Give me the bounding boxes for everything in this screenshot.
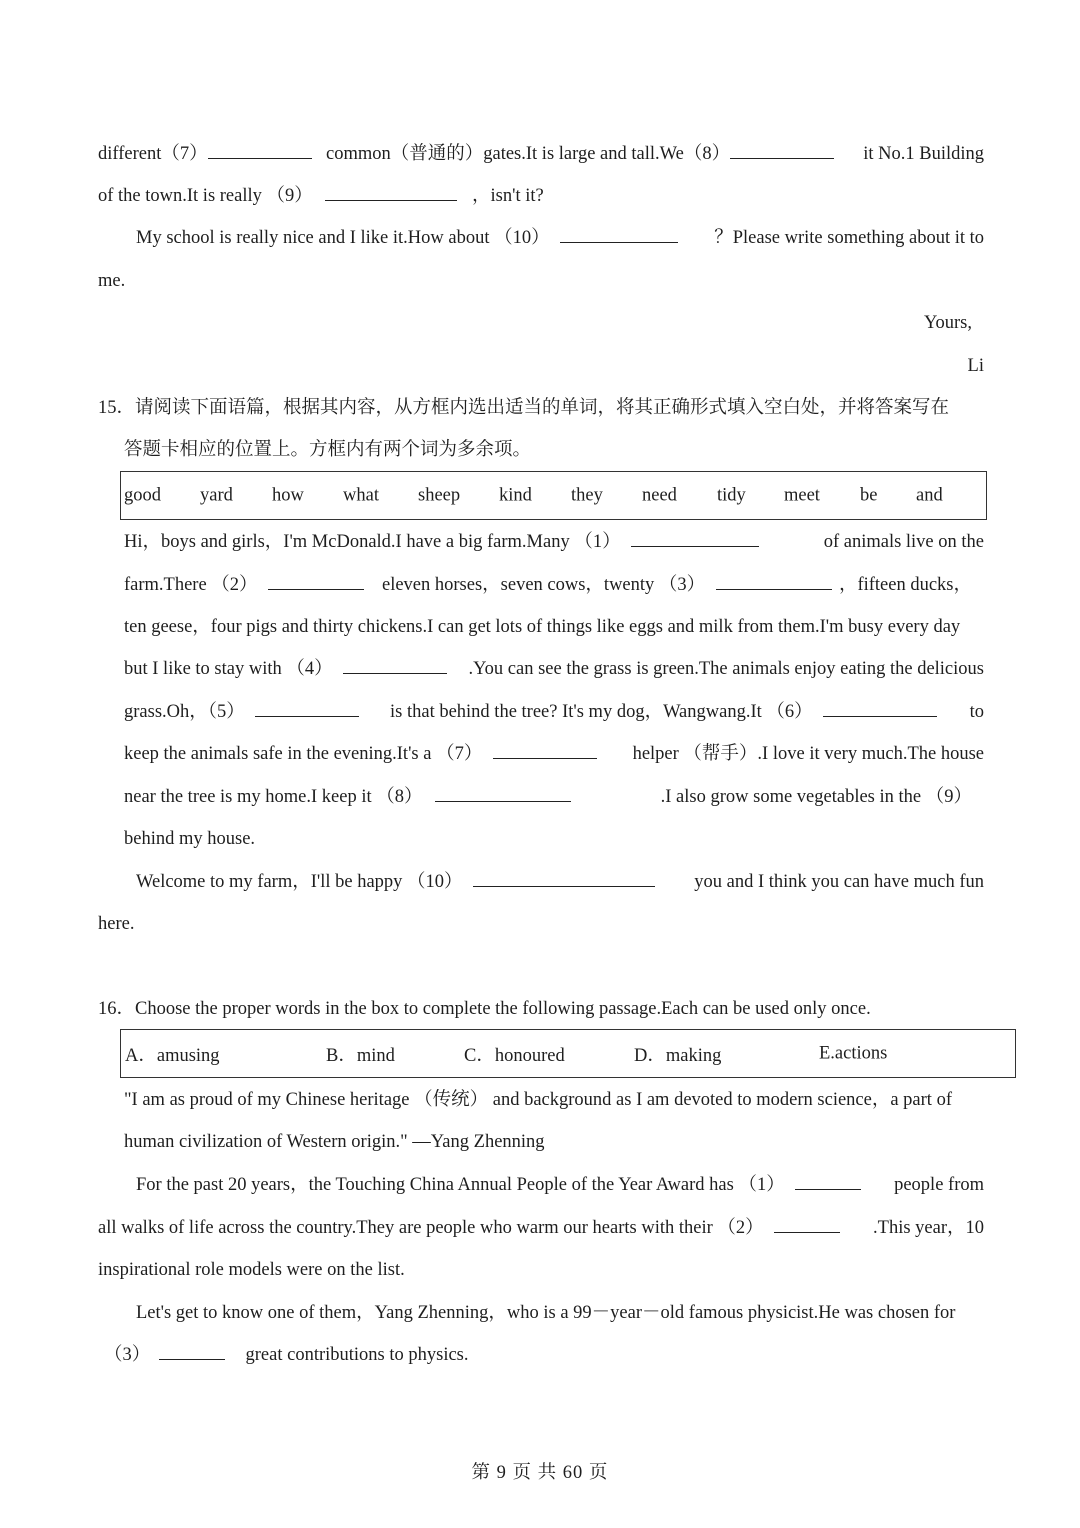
text: grass.Oh，（5） — [124, 702, 245, 722]
box-word: and — [916, 485, 943, 505]
text: ，fifteen ducks， — [838, 575, 972, 595]
blank-1[interactable] — [631, 530, 759, 547]
letter-line-1b — [326, 142, 834, 166]
blank-5[interactable] — [255, 700, 359, 717]
q15-line-2b — [382, 573, 832, 597]
text: all walks of life across the country.They are people who warm our hearts with their （2） — [98, 1218, 764, 1238]
q15-line-9 — [136, 870, 655, 894]
text: near the tree is my home.I keep it （8） — [124, 787, 423, 807]
blank-7b[interactable] — [493, 742, 597, 759]
blank-2[interactable] — [268, 573, 364, 590]
q16-line-5 — [104, 1343, 469, 1367]
quote-line-1: "I am as proud of my Chinese heritage （传统） and background as I am devoted to modern science，a part of — [124, 1090, 952, 1110]
text: but I like to stay with （4） — [124, 659, 333, 679]
text: behind my house. — [124, 829, 256, 849]
text: different（7） — [98, 144, 208, 164]
q15-line-7 — [124, 785, 571, 809]
box-word: what — [343, 485, 379, 505]
box-word: they — [571, 485, 603, 505]
blank-10[interactable] — [560, 226, 678, 243]
text: .I also grow some vegetables in the （9） — [660, 787, 972, 807]
q16-line-1 — [136, 1173, 861, 1197]
text: eleven horses，seven cows，twenty （3） — [382, 575, 706, 595]
q16-word-box — [120, 1029, 1016, 1078]
blank-1[interactable] — [795, 1173, 861, 1190]
text: you and I think you can have much fun — [694, 872, 984, 892]
box-word: need — [642, 485, 677, 505]
option-d: D．making — [634, 1045, 722, 1066]
q16-line-2 — [98, 1216, 840, 1240]
text: ，isn't it? — [472, 186, 544, 206]
option-c: C．honoured — [464, 1045, 565, 1066]
text: of animals live on the — [823, 532, 984, 552]
text: it No.1 Building — [863, 144, 984, 164]
box-word: meet — [784, 485, 820, 505]
q15-line-6 — [124, 742, 597, 766]
text: Let's get to know one of them，Yang Zhenning，who is a 99－year－old famous physicist.He was chosen for — [136, 1303, 956, 1323]
q15-instruction: 15．请阅读下面语篇，根据其内容，从方框内选出适当的单词，将其正确形式填入空白处，并将答案写在 — [98, 398, 950, 418]
blank-3[interactable] — [159, 1343, 225, 1360]
text: great contributions to physics. — [245, 1345, 469, 1365]
text: keep the animals safe in the evening.It's a （7） — [124, 744, 483, 764]
text: Welcome to my farm，I'll be happy （10） — [136, 872, 463, 892]
text: me. — [98, 271, 126, 291]
page-footer: 第 9 页 共 60 页 — [471, 1463, 609, 1483]
text: （3） — [104, 1345, 151, 1365]
blank-8[interactable] — [730, 142, 834, 159]
option-e: E.actions — [819, 1043, 888, 1063]
option-b: B．mind — [326, 1045, 395, 1066]
q15-line-5 — [124, 700, 359, 724]
text: .This year，10 — [873, 1218, 984, 1238]
text: helper （帮手）.I love it very much.The house — [632, 744, 984, 764]
box-word: yard — [200, 485, 233, 505]
box-word: kind — [499, 485, 532, 505]
text: of the town.It is really （9） — [98, 186, 313, 206]
box-word: be — [860, 485, 878, 505]
text: is that behind the tree? It's my dog，Wangwang.It （6） — [390, 702, 813, 722]
q15-line-1 — [124, 530, 759, 554]
letter-line-3 — [136, 226, 678, 250]
closing: Yours, — [924, 313, 972, 333]
letter-line-1 — [98, 142, 312, 166]
signature: Li — [967, 356, 984, 376]
box-word: good — [124, 485, 161, 505]
text: My school is really nice and I like it.How about （10） — [136, 228, 550, 248]
letter-line-2 — [98, 184, 544, 208]
q15-line-2 — [124, 573, 364, 597]
q15-word-box — [120, 471, 987, 520]
text: For the past 20 years，the Touching China Annual People of the Year Award has （1） — [136, 1175, 785, 1195]
text: Hi，boys and girls，I'm McDonald.I have a big farm.Many （1） — [124, 532, 621, 552]
text: ten geese，four pigs and thirty chickens.I can get lots of things like eggs and milk from them.I'm busy every day — [124, 617, 961, 637]
option-a: A．amusing — [125, 1045, 220, 1066]
q16-instruction: 16．Choose the proper words in the box to complete the following passage.Each can be used only once. — [98, 999, 871, 1019]
text: farm.There （2） — [124, 575, 258, 595]
blank-6[interactable] — [823, 700, 937, 717]
q15-line-5b — [390, 700, 937, 724]
text: .You can see the grass is green.The animals enjoy eating the delicious — [468, 659, 984, 679]
q15-line-4 — [124, 657, 447, 681]
text: here. — [98, 914, 135, 934]
text: common（普通的）gates.It is large and tall.We（8） — [326, 144, 731, 164]
blank-3[interactable] — [716, 573, 832, 590]
box-word: how — [272, 485, 304, 505]
text: people from — [894, 1175, 984, 1195]
text: inspirational role models were on the list. — [98, 1260, 405, 1280]
blank-7[interactable] — [208, 142, 312, 159]
text: to — [969, 702, 984, 722]
blank-4[interactable] — [343, 657, 447, 674]
text: ？Please write something about it to — [714, 228, 984, 248]
quote-line-2: human civilization of Western origin." —Yang Zhenning — [124, 1132, 545, 1152]
blank-2[interactable] — [774, 1216, 840, 1233]
blank-10b[interactable] — [473, 870, 655, 887]
blank-8b[interactable] — [435, 785, 571, 802]
box-word: tidy — [717, 485, 746, 505]
blank-9[interactable] — [325, 184, 457, 201]
box-word: sheep — [418, 485, 461, 505]
q15-instruction-2: 答题卡相应的位置上。方框内有两个词为多余项。 — [124, 440, 532, 460]
